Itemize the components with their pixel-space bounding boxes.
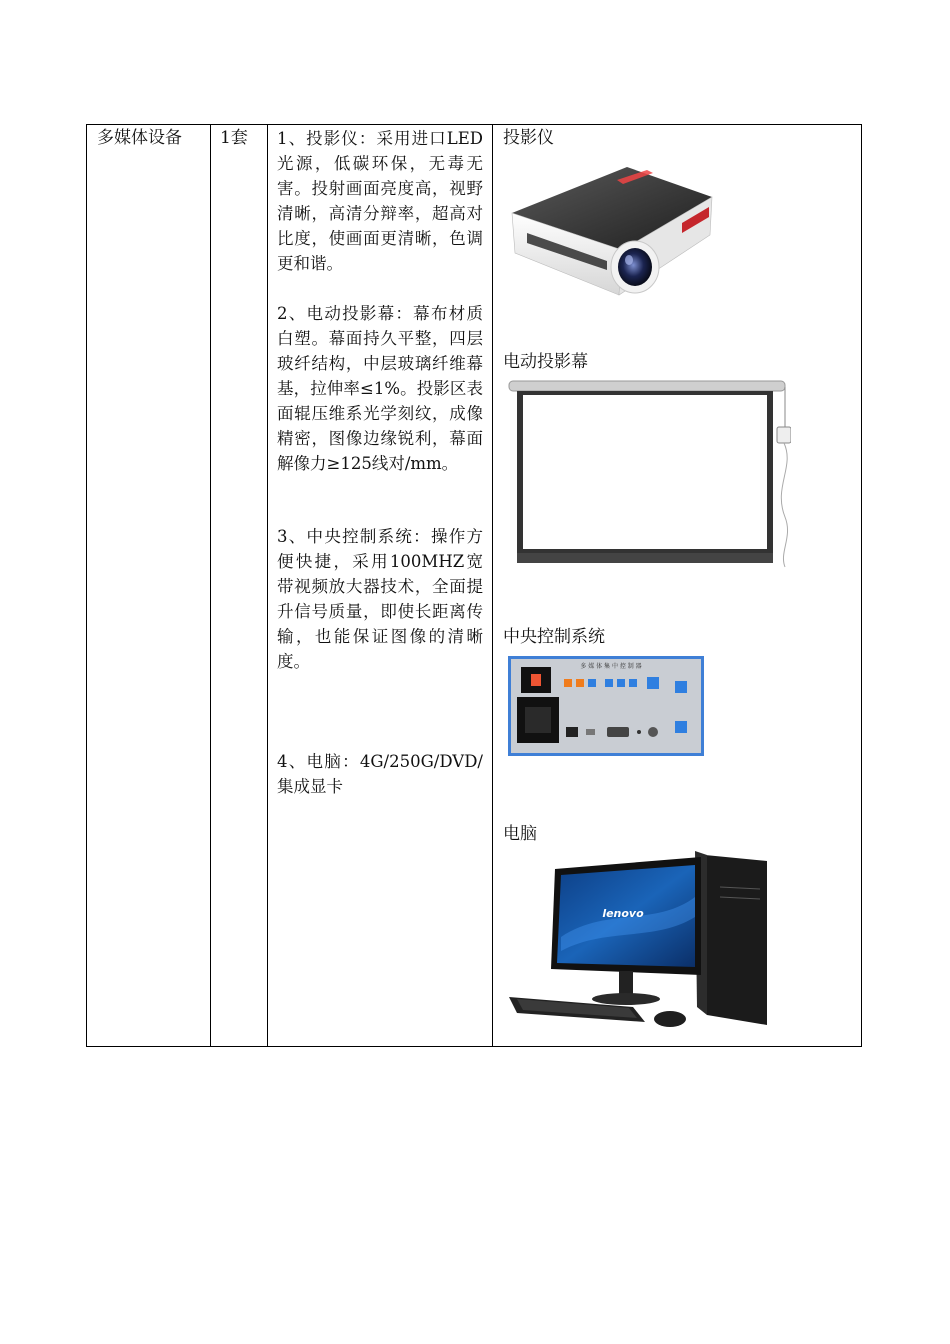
- item-name-cell: [87, 125, 211, 1046]
- svg-text:lenovo: lenovo: [602, 907, 644, 920]
- pictures-cell: [493, 125, 861, 1046]
- control-panel-image: [507, 655, 705, 757]
- computer-image: [505, 847, 775, 1042]
- quantity: 1套: [220, 128, 248, 148]
- label-projection-screen: 电动投影幕: [503, 352, 588, 372]
- spec-projector: 1、投影仪：采用进口LED光源，低碳环保，无毒无害。投射画面亮度高，视野清晰，高清分辩率，超高对比度，使画面更清晰，色调更和谐。: [277, 129, 483, 273]
- spec-computer: 4、电脑：4G/250G/DVD/集成显卡: [277, 752, 483, 796]
- projector-image: [507, 155, 722, 300]
- specification-cell: [268, 125, 493, 1046]
- item-name: 多媒体设备: [97, 128, 182, 148]
- label-control-system: 中央控制系统: [503, 627, 605, 647]
- quantity-cell: [211, 125, 268, 1046]
- label-projector: 投影仪: [503, 128, 554, 148]
- spec-screen: 2、电动投影幕：幕布材质白塑。幕面持久平整，四层玻纤结构，中层玻璃纤维幕基，拉伸率≤1%。投影区表面辊压维系光学刻纹，成像精密，图像边缘锐利，幕面解像力≥125线对/mm。: [277, 304, 483, 473]
- spec-control-system: 3、中央控制系统：操作方便快捷，采用100MHZ宽带视频放大器技术，全面提升信号质量，即使长距离传输，也能保证图像的清晰度。: [277, 527, 483, 671]
- label-computer: 电脑: [503, 824, 537, 844]
- svg-text:多 媒 体 集 中 控 制 器: 多 媒 体 集 中 控 制 器: [580, 663, 642, 670]
- projection-screen-image: [507, 377, 791, 572]
- equipment-table: [86, 124, 862, 1047]
